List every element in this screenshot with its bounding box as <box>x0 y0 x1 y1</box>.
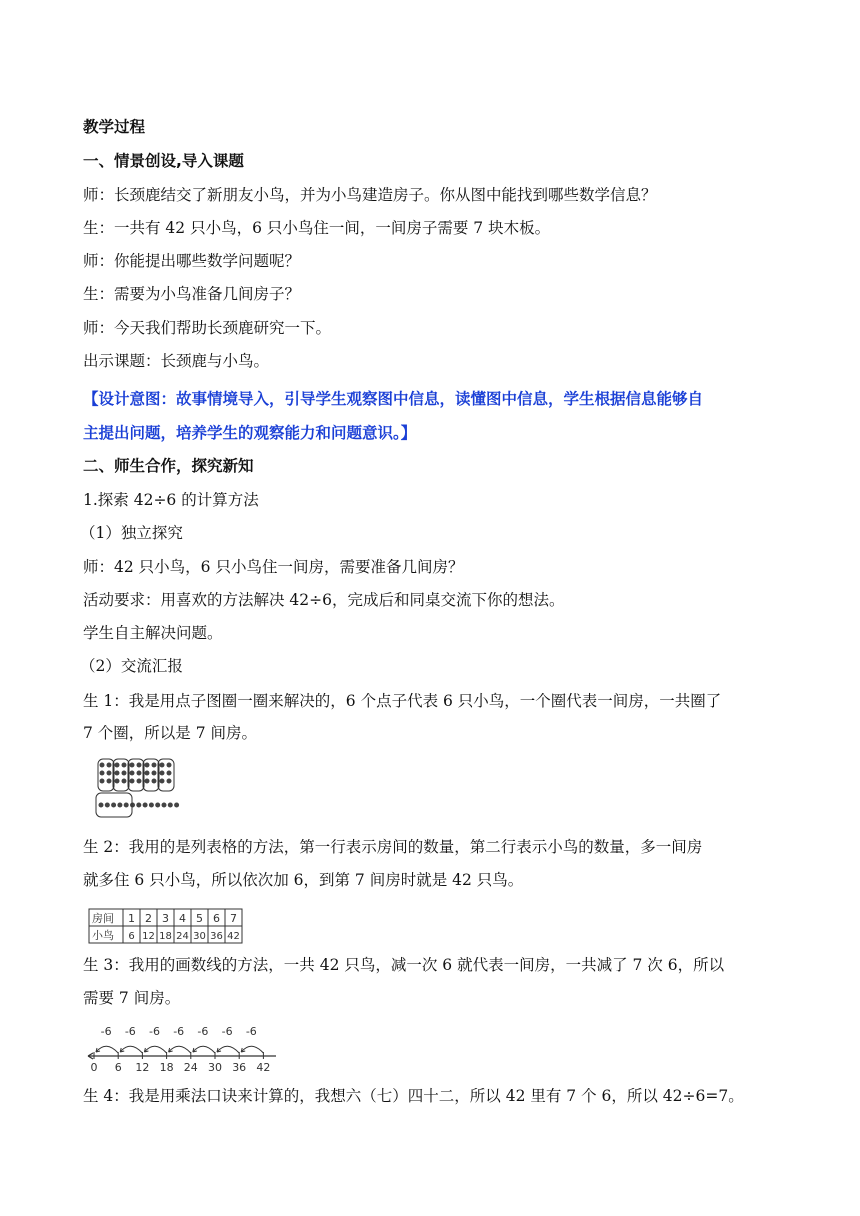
table-row-label: 房间 <box>92 912 114 925</box>
bird-dot <box>115 779 120 784</box>
bird-dot <box>160 763 165 768</box>
section-1-heading: 一、情景创设,导入课题 <box>83 152 244 170</box>
jump-arc <box>217 1046 239 1053</box>
bird-dot <box>117 803 122 808</box>
bird-dot <box>107 763 112 768</box>
paragraph: 生 3：我用的画数线的方法，一共 42 只鸟，减一次 6 就代表一间房，一共减了 7 次 6，所以 <box>83 956 725 974</box>
bird-dot <box>145 763 150 768</box>
paragraph: 7 个圈，所以是 7 间房。 <box>83 724 258 742</box>
paragraph: 生 1：我是用点子图圈一圈来解决的，6 个点子代表 6 只小鸟，一个圈代表一间房，一共圈了 <box>83 692 722 710</box>
table-cell: 5 <box>196 912 203 925</box>
design-intent-line-2: 主提出问题，培养学生的观察能力和问题意识。】 <box>83 424 417 442</box>
bird-dot <box>130 779 135 784</box>
paragraph: （1）独立探究 <box>80 524 183 542</box>
table-cell: 2 <box>145 912 152 925</box>
bird-dot <box>99 803 104 808</box>
bird-dot <box>100 771 105 776</box>
tick-label: 18 <box>159 1061 174 1074</box>
bird-dot <box>160 779 165 784</box>
paragraph: 出示课题：长颈鹿与小鸟。 <box>83 352 270 370</box>
bird-dot <box>174 803 179 808</box>
paragraph: 生：需要为小鸟准备几间房子？ <box>83 285 301 303</box>
jump-label: -6 <box>221 1026 233 1038</box>
doc-title: 教学过程 <box>83 118 146 136</box>
table-cell: 1 <box>128 912 135 925</box>
tick-label: 6 <box>114 1061 122 1074</box>
table-row-label: 小鸟 <box>92 929 114 942</box>
bird-dot <box>162 803 167 808</box>
bird-dot <box>160 771 165 776</box>
paragraph: 就多住 6 只小鸟，所以依次加 6，到第 7 间房时就是 42 只鸟。 <box>83 871 524 889</box>
paragraph: 生 4：我是用乘法口诀来计算的，我想六（七）四十二，所以 42 里有 7 个 6，所以 42÷6=7。 <box>83 1087 744 1105</box>
table-cell: 3 <box>162 912 169 925</box>
paragraph: 生 2：我用的是列表格的方法，第一行表示房间的数量，第二行表示小鸟的数量，多一间房 <box>83 838 703 856</box>
paragraph: 师：你能提出哪些数学问题呢？ <box>83 252 301 270</box>
paragraph: 生：一共有 42 只小鸟，6 只小鸟住一间，一间房子需要 7 块木板。 <box>83 219 551 237</box>
jump-arc <box>120 1046 142 1053</box>
table-cell: 6 <box>128 931 135 942</box>
table-cell: 30 <box>193 931 206 942</box>
bird-dot <box>137 779 142 784</box>
tick-label: 30 <box>208 1061 222 1074</box>
tick-label: 24 <box>183 1061 198 1074</box>
bird-dot <box>167 771 172 776</box>
jump-label: -6 <box>100 1026 112 1038</box>
paragraph: 1.探索 42÷6 的计算方法 <box>83 491 259 509</box>
bird-dot <box>122 763 127 768</box>
paragraph: （2）交流汇报 <box>80 657 183 675</box>
table-cell: 4 <box>179 912 186 925</box>
paragraph: 师：长颈鹿结交了新朋友小鸟，并为小鸟建造房子。你从图中能找到哪些数学信息？ <box>83 186 657 204</box>
paragraph: 需要 7 间房。 <box>83 989 181 1007</box>
jump-arc <box>193 1046 215 1053</box>
table-cell: 24 <box>176 931 189 942</box>
jump-arc <box>144 1046 166 1053</box>
bird-dot <box>122 779 127 784</box>
tick-label: 36 <box>232 1061 247 1074</box>
table-cell: 6 <box>213 912 220 925</box>
paragraph: 师：今天我们帮助长颈鹿研究一下。 <box>83 319 332 337</box>
rooms-birds-table <box>88 907 260 947</box>
table-cell: 12 <box>142 931 155 942</box>
section-2-heading: 二、师生合作，探究新知 <box>83 457 254 475</box>
table-cell: 42 <box>227 931 240 942</box>
bird-dot <box>152 779 157 784</box>
tick-label: 42 <box>256 1061 271 1074</box>
bird-dot <box>149 803 154 808</box>
jump-label: -6 <box>245 1026 257 1038</box>
jump-label: -6 <box>197 1026 209 1038</box>
design-intent-line-1: 【设计意图：故事情境导入，引导学生观察图中信息，读懂图中信息，学生根据信息能够自 <box>83 390 704 408</box>
table-cell: 7 <box>230 912 237 925</box>
bird-dot <box>100 779 105 784</box>
paragraph: 学生自主解决问题。 <box>83 624 223 642</box>
jump-arc <box>169 1046 191 1053</box>
bird-dot <box>107 779 112 784</box>
bird-dot <box>130 771 135 776</box>
bird-dot <box>124 803 129 808</box>
bird-dot <box>145 779 150 784</box>
table-cell: 18 <box>159 931 172 942</box>
bird-dot <box>152 771 157 776</box>
jump-label: -6 <box>173 1026 185 1038</box>
paragraph: 师：42 只小鸟，6 只小鸟住一间房，需要准备几间房？ <box>83 558 464 576</box>
bird-dot <box>130 763 135 768</box>
tick-label: 0 <box>90 1061 98 1074</box>
bird-dot <box>168 803 173 808</box>
bird-dot <box>167 779 172 784</box>
bird-dot <box>100 763 105 768</box>
dot-grouping-figure <box>92 755 194 821</box>
bird-dot <box>155 803 160 808</box>
bird-dot <box>143 803 148 808</box>
paragraph: 活动要求：用喜欢的方法解决 42÷6，完成后和同桌交流下你的想法。 <box>83 591 565 609</box>
jump-label: -6 <box>124 1026 136 1038</box>
bird-dot <box>105 803 110 808</box>
bird-dot <box>152 763 157 768</box>
number-line-figure <box>84 1026 280 1074</box>
bird-dot <box>111 803 116 808</box>
table-cell: 36 <box>210 931 223 942</box>
bird-dot <box>107 771 112 776</box>
bird-dot <box>145 771 150 776</box>
bird-dot <box>115 763 120 768</box>
bird-dot <box>136 803 141 808</box>
bird-dot <box>137 771 142 776</box>
bird-dot <box>122 771 127 776</box>
bird-dot <box>137 763 142 768</box>
jump-arc <box>241 1046 263 1053</box>
bird-dot <box>115 771 120 776</box>
bird-dot <box>167 763 172 768</box>
jump-label: -6 <box>149 1026 160 1038</box>
jump-arc <box>96 1046 118 1053</box>
tick-label: 12 <box>135 1061 150 1074</box>
